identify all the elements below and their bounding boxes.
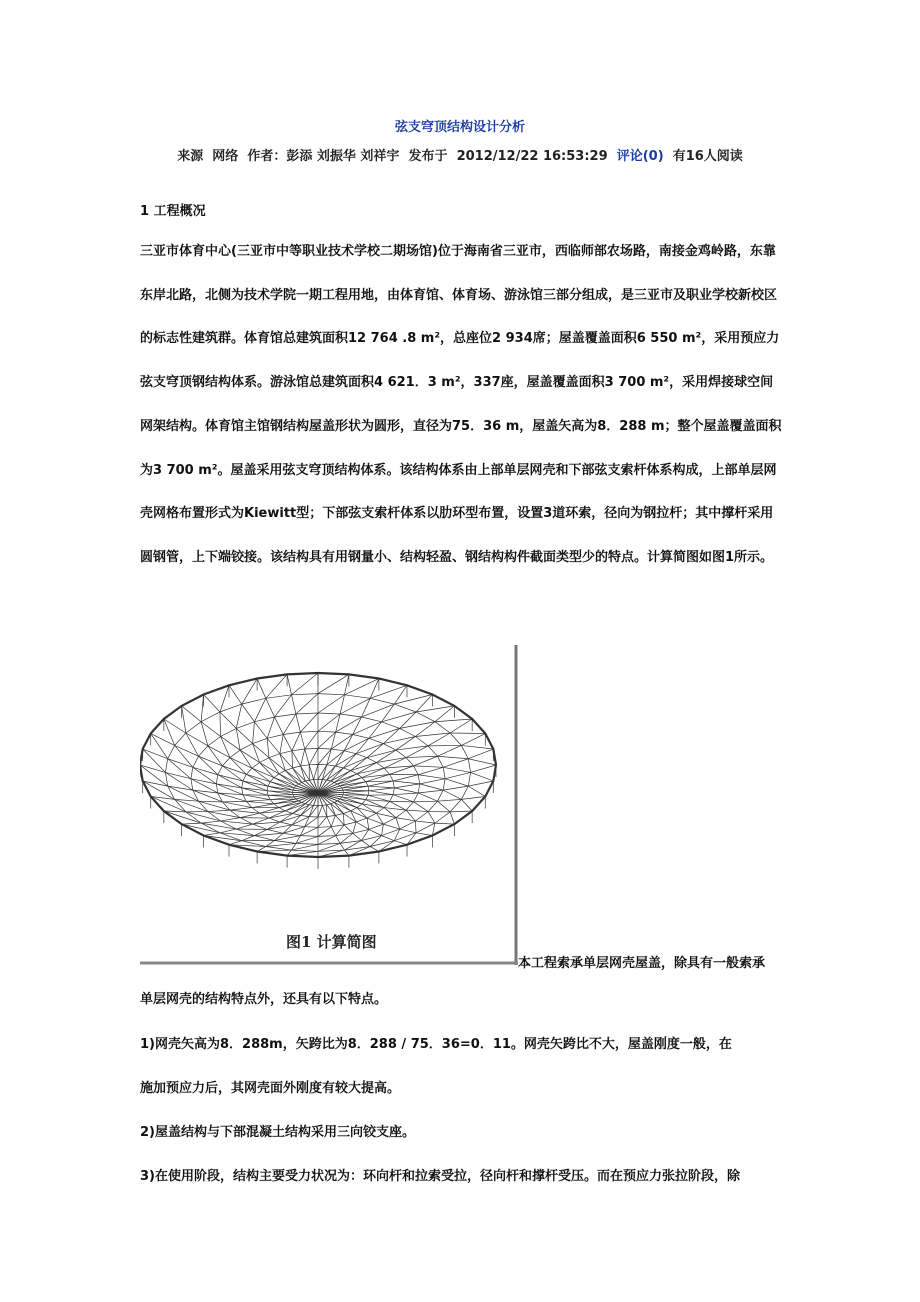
dome-diagonal xyxy=(285,804,305,811)
dome-diagonal xyxy=(369,728,400,738)
source-value: 网络 xyxy=(212,149,239,164)
paragraph-overview: 三亚市体育中心(三亚市中等职业技术学校二期场馆)位于海南省三亚市，西临师部农场路，南接金鸡岭路，东靠东岸北路，北侧为技术学院一期工程用地，由体育馆、体育场、游泳馆三部分组成，是三亚市及职业学校新校区的标志性建筑群。体育馆总建筑面积12 764 .8 m²，总座位2 934席；屋盖覆盖面积6 550 m²，采用预应力弦支穹顶钢结构体系。游泳馆总建筑面积4 621．3 m²，337座，屋盖覆盖面积3 700 m²，采用焊接球空间网架结构。体育馆主馆钢结构屋盖形状为圆形，直径为75．36 m，屋盖矢高为8．288 m；整个屋盖覆盖面积为3 700 m²。屋盖采用弦支穹顶结构体系。该结构体系由上部单层网壳和下部弦支索杆体系构成，上部单层网壳网格布置形式为Kiewitt型；下部弦支索杆体系以肋环型布置，设置3道环索，径向为钢拉杆；其中撑杆采用圆钢管，上下端铰接。该结构具有用钢量小、结构轻盈、钢结构构件截面类型少的特点。计算简图如图1所示。 xyxy=(140,244,782,565)
dome-spoke xyxy=(236,824,252,829)
dome-spoke xyxy=(280,754,293,768)
dome-spoke xyxy=(450,811,472,812)
dome-spoke xyxy=(240,813,259,817)
dome-diagonal xyxy=(331,771,351,781)
dome-spoke xyxy=(340,843,344,850)
dome-diagonal xyxy=(437,801,450,812)
dome-spoke xyxy=(400,829,416,833)
dome-spoke xyxy=(164,719,186,733)
dome-spoke xyxy=(393,793,418,795)
dome-spoke xyxy=(437,799,461,801)
dome-spoke xyxy=(287,674,291,694)
dome-spoke xyxy=(252,804,274,808)
dome-diagonal xyxy=(357,768,384,774)
dome-spoke xyxy=(394,784,419,788)
dome-diagonal xyxy=(292,844,318,850)
dome-spoke xyxy=(415,722,434,737)
dome-spoke xyxy=(201,821,220,823)
dome-spoke xyxy=(367,818,383,824)
author-label: 作者： xyxy=(247,149,287,164)
list-item-2: 2)屋盖结构与下部混凝土结构采用三向铰支座。 xyxy=(140,1125,415,1140)
dome-diagonal xyxy=(301,749,305,766)
dome-diagonal xyxy=(382,824,384,835)
dome-diagonal xyxy=(344,679,378,695)
dome-spoke xyxy=(143,749,168,759)
dome-spoke xyxy=(199,801,223,802)
dome-diagonal xyxy=(406,756,437,757)
dome-diagonal xyxy=(396,818,400,829)
dome-diagonal xyxy=(318,732,336,748)
dome-diagonal xyxy=(275,695,292,717)
dome-spoke xyxy=(229,841,242,845)
dome-spoke xyxy=(393,775,418,781)
dome-diagonal xyxy=(393,795,413,802)
dome-diagonal xyxy=(254,698,265,721)
dome-diagonal xyxy=(266,843,296,846)
dome-diagonal xyxy=(164,811,201,823)
dome-spoke xyxy=(296,714,300,732)
dome-diagonal xyxy=(242,788,268,795)
dome-diagonal xyxy=(450,733,485,734)
dome-spoke xyxy=(257,679,266,699)
dome-diagonal xyxy=(201,695,203,722)
dome-diagonal xyxy=(471,772,494,781)
dome-spoke xyxy=(337,774,356,784)
dome-spoke xyxy=(221,818,240,821)
dome-spoke xyxy=(254,722,267,739)
section-heading: 1 工程概况 xyxy=(140,204,206,219)
dome-diagonal xyxy=(296,694,318,714)
dome-spoke xyxy=(334,802,350,810)
dome-diagonal xyxy=(300,827,318,835)
dome-diagonal xyxy=(309,806,318,817)
dome-diagonal xyxy=(353,722,382,735)
dome-diagonal xyxy=(151,734,168,759)
dome-diagonal xyxy=(266,674,287,698)
dome-spoke xyxy=(369,829,382,835)
dome-diagonal xyxy=(443,767,470,772)
dome-spoke xyxy=(443,759,468,768)
dome-diagonal xyxy=(318,836,336,845)
dome-spoke xyxy=(220,829,236,833)
dome-diagonal xyxy=(318,695,344,713)
dome-diagonal xyxy=(280,734,283,753)
dome-spoke xyxy=(343,754,356,768)
dome-diagonal xyxy=(309,748,318,764)
dome-spoke xyxy=(445,772,470,778)
list-item-1-line2: 施加预应力后，其网壳面外刚度有较大提高。 xyxy=(140,1081,401,1096)
dome-spoke xyxy=(229,685,242,704)
dome-diagonal xyxy=(353,822,356,833)
reader-count: 有16人阅读 xyxy=(672,149,743,164)
dome-spoke xyxy=(279,774,298,784)
dome-spoke xyxy=(471,765,496,772)
dome-diagonal xyxy=(279,774,296,786)
dome-diagonal xyxy=(367,818,369,829)
dome-spoke xyxy=(414,801,438,802)
dome-diagonal xyxy=(450,812,454,824)
dome-spoke xyxy=(415,821,434,823)
article-title: 弦支穹顶结构设计分析 xyxy=(394,120,525,135)
dome-spoke xyxy=(344,674,348,694)
dome-spoke xyxy=(383,824,399,829)
dome-spoke xyxy=(353,833,362,840)
dome-diagonal xyxy=(331,815,335,826)
dome-spoke xyxy=(361,840,370,846)
dome-spoke xyxy=(182,706,201,722)
dome-diagonal xyxy=(305,731,318,749)
dome-diagonal xyxy=(468,786,485,796)
dome-spoke xyxy=(416,695,432,712)
list-item-3: 3)在使用阶段，结构主要受力状况为：环向杆和拉索受拉，径向杆和撑杆受压。而在预应力张拉阶段，除 xyxy=(140,1169,740,1184)
dome-spoke xyxy=(418,767,443,774)
dome-spoke xyxy=(300,732,304,749)
dome-spoke xyxy=(204,695,220,712)
dome-diagonal xyxy=(416,706,454,712)
dome-spoke xyxy=(260,763,279,774)
dome-diagonal xyxy=(351,763,377,771)
dome-diagonal xyxy=(418,775,445,779)
dome-spoke xyxy=(416,833,432,836)
dome-spoke xyxy=(309,765,313,780)
dome-spoke xyxy=(246,800,270,802)
dome-diagonal xyxy=(287,851,318,855)
dome-diagonal xyxy=(165,772,192,790)
dome-diagonal xyxy=(292,751,293,768)
dome-spoke xyxy=(370,847,379,852)
dome-diagonal xyxy=(415,821,416,833)
dome-diagonal xyxy=(468,759,496,765)
dome-spoke xyxy=(435,823,454,824)
dome-spoke xyxy=(322,805,326,816)
dome-diagonal xyxy=(327,768,344,780)
dome-diagonal xyxy=(279,802,302,807)
dome-diagonal xyxy=(369,791,393,795)
dome-diagonal xyxy=(292,673,318,695)
dome-spoke xyxy=(292,751,301,766)
dome-diagonal xyxy=(393,781,420,784)
dome-diagonal xyxy=(292,732,300,751)
dome-spoke xyxy=(450,719,472,733)
dome-spoke xyxy=(220,712,236,728)
dome-diagonal xyxy=(337,801,350,811)
dome-spoke xyxy=(461,734,485,746)
dome-diagonal xyxy=(318,817,327,828)
dome-diagonal xyxy=(420,784,443,790)
dome-diagonal xyxy=(300,713,318,732)
dome-diagonal xyxy=(343,790,369,791)
publish-datetime: 2012/12/22 16:53:29 xyxy=(456,149,608,164)
dome-diagonal xyxy=(314,764,318,779)
dome-spoke xyxy=(292,695,296,714)
dome-spoke xyxy=(406,810,428,811)
dome-spoke xyxy=(382,836,395,841)
dome-spoke xyxy=(242,704,255,722)
dome-spoke xyxy=(468,749,493,759)
dome-spoke xyxy=(257,847,266,852)
dome-spoke xyxy=(268,795,293,796)
dome-diagonal xyxy=(220,833,254,836)
dome-spoke xyxy=(418,790,443,793)
dome-spoke xyxy=(335,815,344,824)
dome-diagonal xyxy=(220,685,229,712)
dome-spoke xyxy=(468,781,493,786)
dome-spoke xyxy=(384,808,406,811)
dome-spoke xyxy=(437,745,461,756)
dome-diagonal xyxy=(368,786,394,788)
dome-diagonal xyxy=(336,825,344,836)
dome-spoke xyxy=(394,841,407,845)
dome-spoke xyxy=(351,758,367,771)
source-label: 来源 xyxy=(177,149,204,164)
dome-diagonal xyxy=(267,717,274,738)
dome-spoke xyxy=(208,746,230,758)
dome-spoke xyxy=(175,745,199,756)
authors: 彭添 刘振华 刘祥宇 xyxy=(286,149,400,164)
dome-diagonal xyxy=(318,827,331,837)
dome-spoke xyxy=(208,810,230,811)
dome-diagonal xyxy=(461,799,472,811)
dome-diagonal xyxy=(230,810,260,813)
dome-spoke xyxy=(285,802,301,810)
dome-spoke xyxy=(356,822,369,829)
dome-diagonal xyxy=(443,790,461,799)
dome-spoke xyxy=(396,818,415,821)
dome-diagonal xyxy=(414,766,444,767)
dome-diagonal xyxy=(267,738,269,757)
dome-diagonal xyxy=(428,812,435,824)
dome-spoke xyxy=(305,749,309,765)
dome-diagonal xyxy=(418,793,437,801)
dome-diagonal xyxy=(340,698,370,714)
published-label: 发布于 xyxy=(408,149,448,164)
list-item-1-line1: 1)网壳矢高为8．288m，矢跨比为8．288 / 75．36=0．11。网壳矢跨比不大，屋盖刚度一般，在 xyxy=(140,1037,732,1052)
dome-spoke xyxy=(243,781,268,786)
dome-diagonal xyxy=(318,805,322,817)
comments-link[interactable]: 评论(0) xyxy=(616,149,664,164)
dome-spoke xyxy=(283,734,292,750)
dome-diagonal xyxy=(414,802,429,812)
dome-spoke xyxy=(182,823,201,824)
paragraph-after-figure: 本工程索承单层网壳屋盖，除具有一般索承 xyxy=(518,956,766,971)
paragraph-features-intro: 单层网壳的结构特点外，还具有以下特点。 xyxy=(140,992,388,1007)
dome-spoke xyxy=(275,717,284,734)
dome-spoke xyxy=(327,817,331,827)
dome-diagonal xyxy=(394,788,418,793)
dome-spoke xyxy=(204,833,220,836)
dome-spoke xyxy=(414,756,438,766)
dome-diagonal xyxy=(253,722,255,744)
dome-diagonal xyxy=(370,685,407,698)
dome-spoke xyxy=(420,779,445,784)
dome-diagonal xyxy=(283,714,296,734)
dome-diagonal xyxy=(208,812,240,818)
dome-spoke xyxy=(230,808,252,811)
dome-spoke xyxy=(344,825,353,833)
dome-spoke xyxy=(151,734,175,746)
dome-spoke xyxy=(443,786,468,790)
dome-spoke xyxy=(336,836,340,844)
dome-diagonal xyxy=(435,719,472,722)
dome-diagonal xyxy=(275,836,301,841)
dome-diagonal xyxy=(230,758,246,775)
dome-spoke xyxy=(266,698,275,717)
dome-diagonal xyxy=(182,706,186,733)
dome-diagonal xyxy=(269,758,279,774)
dome-diagonal xyxy=(318,674,349,693)
dome-diagonal xyxy=(343,813,344,824)
figure-1 xyxy=(140,645,518,965)
dome-diagonal xyxy=(257,850,291,851)
dome-diagonal xyxy=(246,801,274,804)
dome-diagonal xyxy=(292,817,309,825)
dome-diagonal xyxy=(164,719,175,745)
dome-diagonal xyxy=(236,704,241,728)
dome-spoke xyxy=(285,771,301,783)
figure-caption: 图1 计算简图 xyxy=(286,933,377,951)
dome-spoke xyxy=(368,795,393,796)
dome-spoke xyxy=(201,722,220,737)
dome-diagonal xyxy=(318,765,327,779)
dome-spoke xyxy=(267,738,280,753)
article-meta xyxy=(0,145,920,164)
dome-diagonal xyxy=(461,745,493,749)
dome-spoke xyxy=(242,836,255,841)
dome-spoke xyxy=(331,827,335,836)
dome-diagonal xyxy=(285,771,298,784)
dome-spoke xyxy=(222,766,246,774)
dome-spoke xyxy=(240,750,259,762)
dome-diagonal xyxy=(220,712,221,736)
dome-diagonal xyxy=(293,768,302,782)
dome-spoke xyxy=(369,788,394,791)
dome-diagonal xyxy=(437,756,468,758)
dome-diagonal xyxy=(445,779,468,786)
dome-structure-diagram xyxy=(140,645,518,965)
dome-spoke xyxy=(351,811,367,818)
dome-mesh xyxy=(140,673,496,869)
